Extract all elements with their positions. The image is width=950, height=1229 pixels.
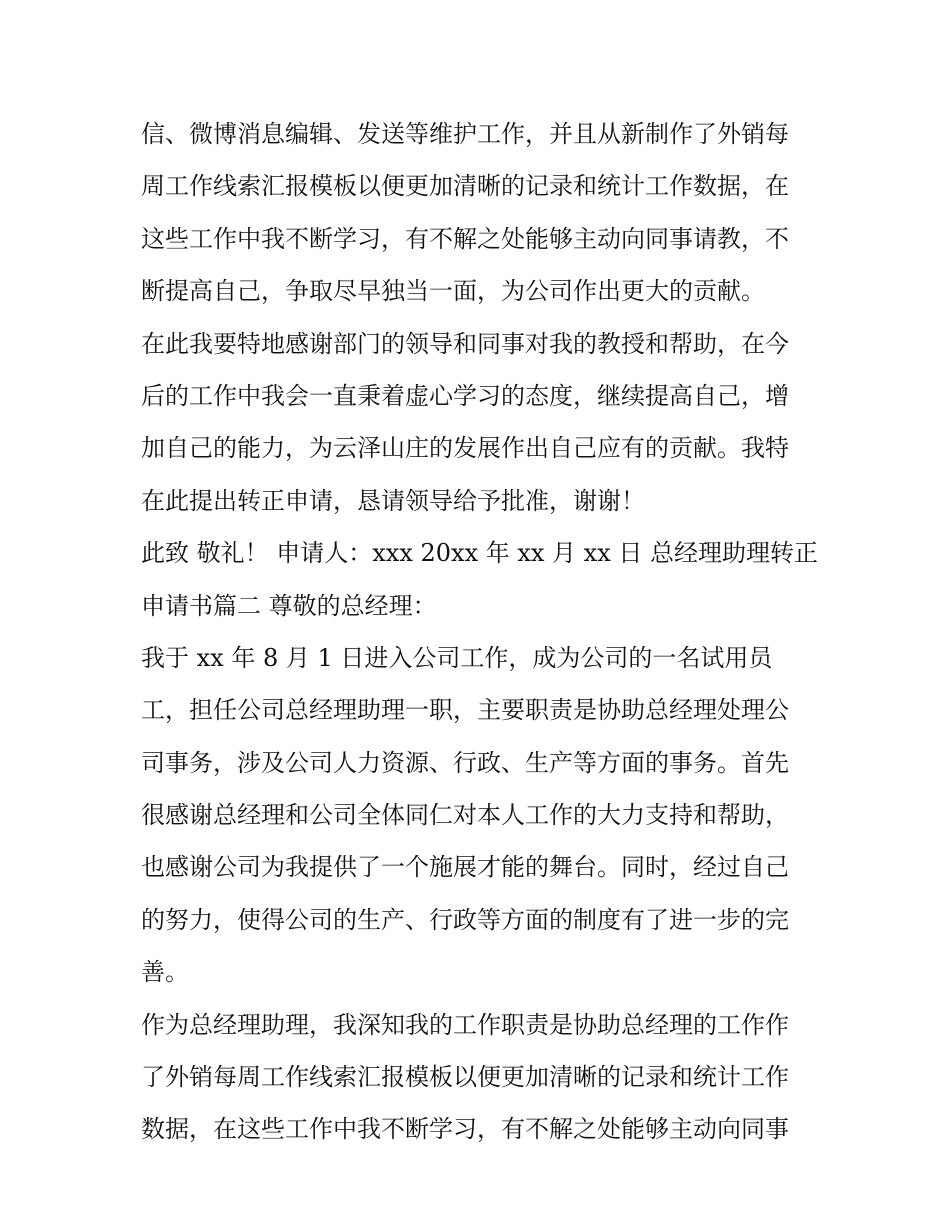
text-line: 了外销每周工作线索汇报模板以便更加清晰的记录和统计工作 — [141, 1063, 789, 1092]
text-line: 司事务，涉及公司人力资源、行政、生产等方面的事务。首先 — [141, 748, 789, 777]
text-line: 后的工作中我会一直秉着虚心学习的态度，继续提高自己，增 — [141, 381, 789, 410]
text-line: 很感谢总经理和公司全体同仁对本人工作的大力支持和帮助， — [141, 801, 789, 830]
text-line: 申请书篇二 尊敬的总经理： — [141, 591, 437, 620]
text-line: 作为总经理助理，我深知我的工作职责是协助总经理的工作作 — [141, 1010, 789, 1039]
document-body — [141, 108, 821, 1156]
text-line: 我于 xx 年 8 月 1 日进入公司工作，成为公司的一名试用员 — [141, 643, 773, 672]
text-line: 数据，在这些工作中我不断学习，有不解之处能够主动向同事 — [141, 1115, 789, 1144]
text-line: 这些工作中我不断学习，有不解之处能够主动向同事请教，不 — [141, 224, 789, 253]
text-line: 的努力，使得公司的生产、行政等方面的制度有了进一步的完 — [141, 905, 789, 934]
text-line: 也感谢公司为我提供了一个施展才能的舞台。同时，经过自己 — [141, 853, 789, 882]
text-line: 在此提出转正申请，恳请领导给予批准，谢谢！ — [141, 486, 645, 515]
text-line: 加自己的能力，为云泽山庄的发展作出自己应有的贡献。我特 — [141, 434, 789, 463]
text-line: 此致 敬礼！ 申请人：xxx 20xx 年 xx 月 xx 日 总经理助理转正 — [141, 539, 819, 568]
text-line: 在此我要特地感谢部门的领导和同事对我的教授和帮助，在今 — [141, 329, 789, 358]
text-line: 断提高自己，争取尽早独当一面，为公司作出更大的贡献。 — [141, 277, 765, 306]
text-line: 信、微博消息编辑、发送等维护工作，并且从新制作了外销每 — [141, 120, 789, 148]
text-line: 工，担任公司总经理助理一职，主要职责是协助总经理处理公 — [141, 696, 789, 725]
text-line: 周工作线索汇报模板以便更加清晰的记录和统计工作数据，在 — [141, 172, 789, 201]
text-line: 善。 — [141, 958, 189, 987]
